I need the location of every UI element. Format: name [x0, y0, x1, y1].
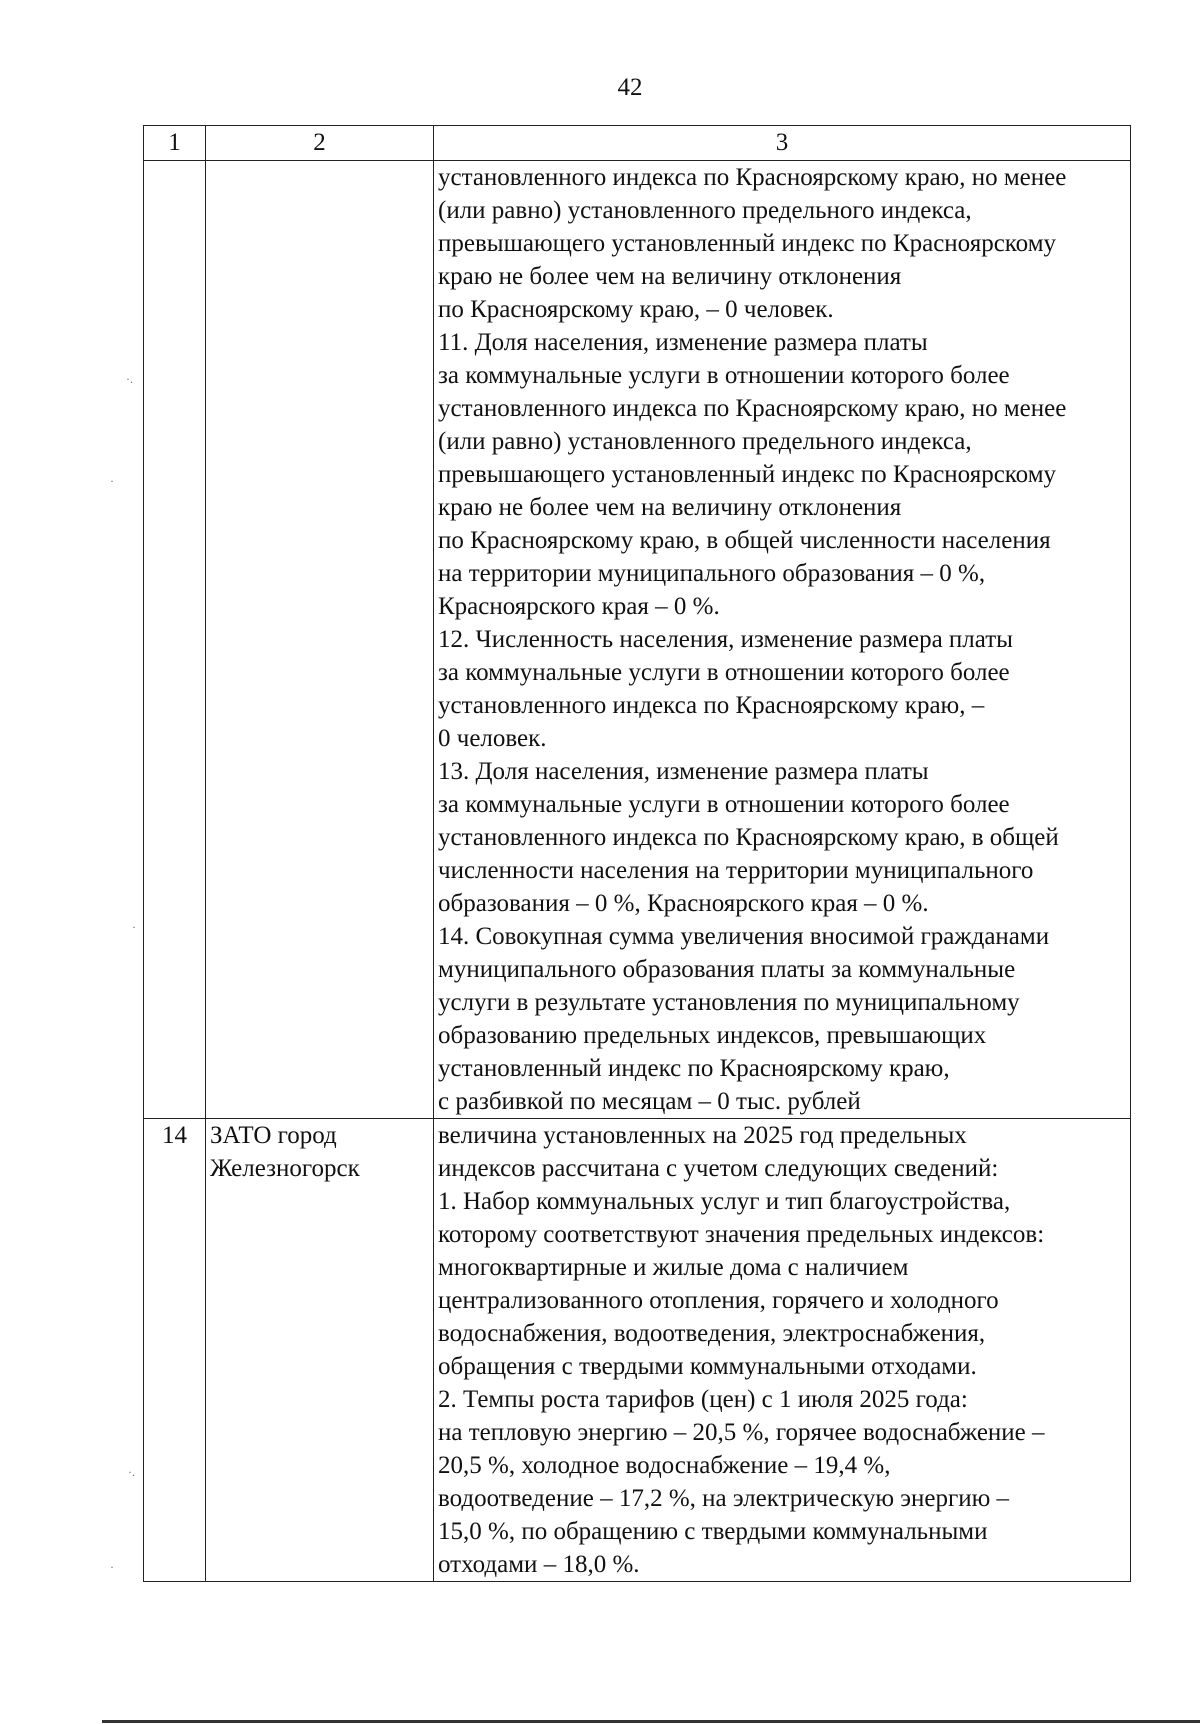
- page-number: 42: [617, 74, 643, 101]
- content-line: индексов рассчитана с учетом следующих сведений:: [438, 1155, 999, 1182]
- content-line: которому соответствуют значения предельных индексов:: [438, 1221, 1045, 1248]
- content-line: на территории муниципального образования – 0 %,: [438, 560, 986, 587]
- content-line: превышающего установленный индекс по Красноярскому: [438, 461, 1057, 488]
- region-cell: [206, 161, 434, 1119]
- content-line: (или равно) установленного предельного индекса,: [438, 197, 972, 224]
- content-line: по Красноярскому краю, – 0 человек.: [438, 296, 834, 323]
- content-line: с разбивкой по месяцам – 0 тыс. рублей: [438, 1088, 861, 1115]
- content-line: Красноярского края – 0 %.: [438, 593, 720, 620]
- table-row: [144, 1119, 1131, 1582]
- content-line: численности населения на территории муниципального: [438, 857, 1034, 884]
- column-header-3: 3: [434, 126, 1131, 161]
- content-line: краю не более чем на величину отклонения: [438, 494, 902, 521]
- content-line: образованию предельных индексов, превышающих: [438, 1022, 987, 1049]
- scan-speck: ·: [110, 474, 114, 488]
- content-line: установленный индекс по Красноярскому краю,: [438, 1055, 950, 1082]
- content-line: установленного индекса по Красноярскому краю, в общей: [438, 824, 1059, 851]
- bottom-scan-rule: [102, 1720, 1200, 1723]
- content-line: превышающего установленный индекс по Красноярскому: [438, 230, 1057, 257]
- scan-speck: ·.: [126, 372, 133, 386]
- content-line: установленного индекса по Красноярскому краю, но менее: [438, 164, 1067, 191]
- region-name-line: ЗАТО город: [210, 1122, 337, 1149]
- scan-speck: ·: [110, 1560, 114, 1574]
- table-row: [144, 161, 1131, 1119]
- content-line: 12. Численность населения, изменение размера платы: [438, 626, 1013, 653]
- content-line: 0 человек.: [438, 725, 547, 752]
- content-line: централизованного отопления, горячего и холодного: [438, 1287, 999, 1314]
- column-header-1: 1: [144, 126, 206, 161]
- content-line: за коммунальные услуги в отношении которого более: [438, 791, 1010, 818]
- content-line: 1. Набор коммунальных услуг и тип благоустройства,: [438, 1188, 1011, 1215]
- content-line: за коммунальные услуги в отношении которого более: [438, 362, 1010, 389]
- column-header-2: 2: [206, 126, 434, 161]
- content-line: 15,0 %, по обращению с твердыми коммунальными: [438, 1518, 988, 1545]
- scan-speck: ·.: [128, 1465, 135, 1479]
- region-cell: [206, 1119, 434, 1582]
- content-line: величина установленных на 2025 год предельных: [438, 1122, 967, 1149]
- content-line: по Красноярскому краю, в общей численности населения: [438, 527, 1051, 554]
- region-name-line: Железногорск: [210, 1155, 360, 1182]
- content-line: краю не более чем на величину отклонения: [438, 263, 902, 290]
- content-line: образования – 0 %, Красноярского края – 0 %.: [438, 890, 929, 917]
- content-line: муниципального образования платы за коммунальные: [438, 956, 1016, 983]
- content-line: (или равно) установленного предельного индекса,: [438, 428, 972, 455]
- content-line: 20,5 %, холодное водоснабжение – 19,4 %,: [438, 1452, 891, 1479]
- content-line: на тепловую энергию – 20,5 %, горячее водоснабжение –: [438, 1419, 1045, 1446]
- content-line: отходами – 18,0 %.: [438, 1551, 640, 1578]
- row-number-cell: 14: [144, 1119, 206, 1582]
- content-line: услуги в результате установления по муниципальному: [438, 989, 1020, 1016]
- content-line: 13. Доля населения, изменение размера платы: [438, 758, 929, 785]
- content-line: водоснабжения, водоотведения, электроснабжения,: [438, 1320, 986, 1347]
- content-cell: [434, 1119, 1131, 1582]
- content-cell: [434, 161, 1131, 1119]
- content-line: многоквартирные и жилые дома с наличием: [438, 1254, 909, 1281]
- content-line: обращения с твердыми коммунальными отходами.: [438, 1353, 977, 1380]
- content-line: 2. Темпы роста тарифов (цен) с 1 июля 2025 года:: [438, 1386, 968, 1413]
- content-line: 11. Доля населения, изменение размера платы: [438, 329, 928, 356]
- table-header-row: [144, 126, 1131, 161]
- content-line: за коммунальные услуги в отношении которого более: [438, 659, 1010, 686]
- content-line: установленного индекса по Красноярскому краю, –: [438, 692, 985, 719]
- document-table: [143, 125, 1131, 1582]
- scan-speck: ·: [132, 920, 136, 934]
- content-line: водоотведение – 17,2 %, на электрическую энергию –: [438, 1485, 1010, 1512]
- content-line: 14. Совокупная сумма увеличения вносимой гражданами: [438, 923, 1050, 950]
- row-number-cell: [144, 161, 206, 1119]
- content-line: установленного индекса по Красноярскому краю, но менее: [438, 395, 1067, 422]
